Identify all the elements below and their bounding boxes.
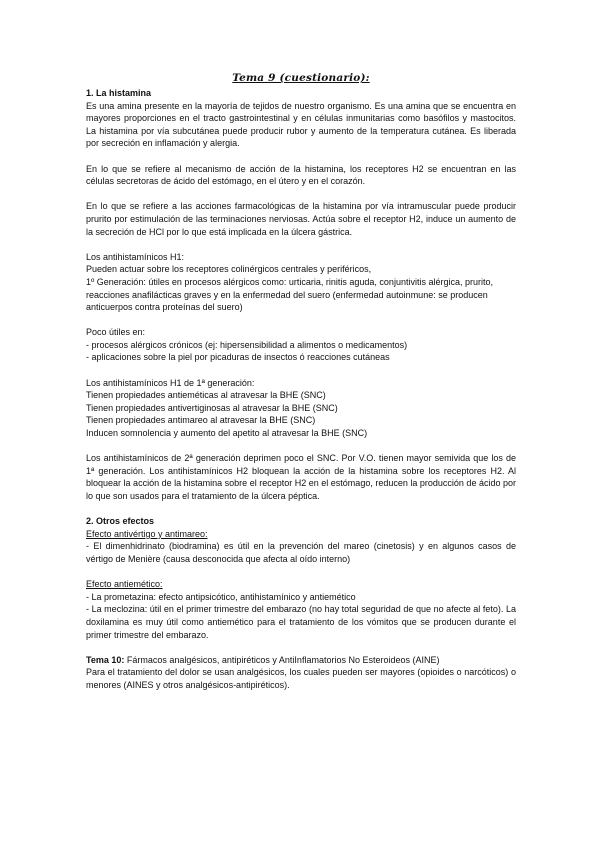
section-heading-histamina: 1. La histamina (86, 88, 152, 98)
document-page (86, 72, 516, 692)
tema10-title: Fármacos analgésicos, antipiréticos y AntiInflamatorios No Esteroideos (AINE) (124, 654, 440, 665)
subsection-heading: Efecto antiemético: (86, 579, 163, 590)
list-item: Pueden actuar sobre los receptores colinérgicos centrales y periféricos, (86, 264, 372, 275)
list-item: Tienen propiedades antimareo al atravesar la BHE (SNC) (86, 415, 316, 426)
list-title: Poco útiles en: (86, 327, 146, 338)
paragraph: - El dimenhidrinato (biodramina) es útil en la prevención del mareo (cinetosis) y en algunos casos de vértigo de Menière (causa desconocida que afecta al oído interno) (86, 541, 516, 564)
paragraph: En lo que se refiere al mecanismo de acción de la histamina, los receptores H2 se encuentran en las células secretoras de ácido del estómago, en el útero y en el corazón. (86, 163, 516, 187)
paragraph: Los antihistamínicos de 2ª generación deprimen poco el SNC. Por V.O. tienen mayor semivida que los de 1ª generación. Los antihistamínicos H2 bloquean la acción de la histamina sobre los receptores H2. Al bloquear la acción de la histamina sobre el receptor H2 en el estómago, reducen la producción de ácido por lo que son usados para el tratamiento de la úlcera péptica. (86, 453, 516, 501)
list-item: - procesos alérgicos crónicos (ej: hipersensibilidad a alimentos o medicamentos) (86, 339, 408, 350)
paragraph: En lo que se refiere a las acciones farmacológicas de la histamina por vía intramuscular puede producir prurito por estimulación de las terminaciones nerviosas. Actúa sobre el receptor H2, induce un aumento de la secreción de HCl por lo que está implicada en la úlcera gástrica. (86, 201, 516, 237)
tema10-label: Tema 10: (86, 654, 125, 665)
list-title: Los antihistamínicos H1: (86, 251, 185, 262)
tema10-heading (86, 654, 516, 667)
page-title: Tema 9 (cuestionario): (232, 72, 370, 84)
list-item: - La prometazina: efecto antipsicótico, antihistamínico y antiemético (86, 591, 356, 602)
section-heading-otros-efectos: 2. Otros efectos (86, 516, 155, 527)
list-item: - La meclozina: útil en el primer trimestre del embarazo (no hay total seguridad de que no afecte al feto). La doxilamina es muy útil como antiemético para el tratamiento de los vómitos que se producen durante el primer trimestre del embarazo. (86, 604, 516, 640)
list-title: Los antihistamínicos H1 de 1ª generación: (86, 377, 255, 388)
list-item: Tienen propiedades antivertiginosas al atravesar la BHE (SNC) (86, 402, 338, 413)
list-item: 1º Generación: útiles en procesos alérgicos como: urticaria, rinitis aguda, conjuntivitis alérgica, prurito, reacciones anafilácticas graves y en la enfermedad del suero (enfermedad autoinmune: se producen anticuerpos contra proteínas del suero) (86, 276, 493, 313)
list-item: Inducen somnolencia y aumento del apetito al atravesar la BHE (SNC) (86, 428, 368, 439)
list-item: Tienen propiedades antieméticas al atravesar la BHE (SNC) (86, 390, 326, 401)
paragraph: Para el tratamiento del dolor se usan analgésicos, los cuales pueden ser mayores (opioides o narcóticos) o menores (AINES y otros analgésicos-antipiréticos). (86, 667, 516, 690)
paragraph: Es una amina presente en la mayoría de tejidos de nuestro organismo. Es una amina que se encuentra en mayores proporciones en el tracto gastrointestinal y en células inmunitarias como basófilos y mastocitos. La histamina por vía subcutánea puede producir rubor y aumento de la temperatura cutánea. Es liberada por secreción en inflamación y alergia. (86, 100, 516, 149)
subsection-heading: Efecto antivértigo y antimareo: (86, 528, 208, 539)
list-item: - aplicaciones sobre la piel por picaduras de insectos ó reacciones cutáneas (86, 352, 390, 363)
